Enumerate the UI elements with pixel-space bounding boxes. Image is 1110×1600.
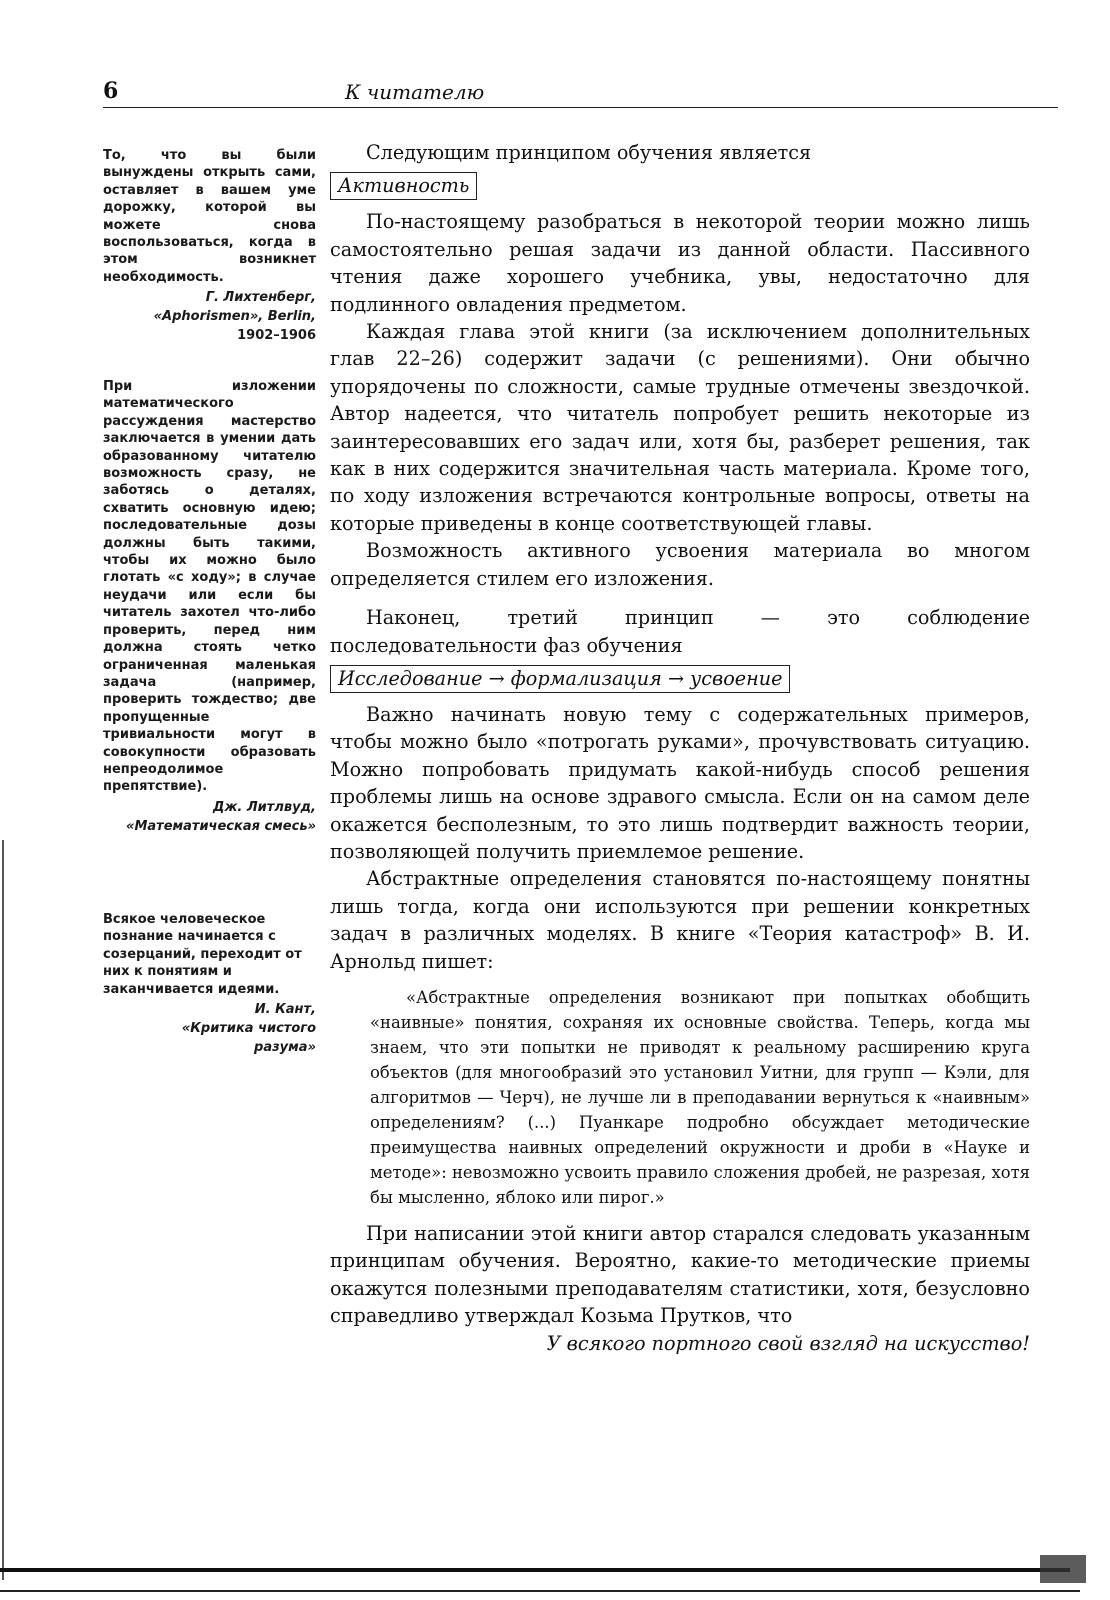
margin-note-attribution bbox=[103, 288, 316, 345]
note-author: Г. Лихтенберг, bbox=[205, 290, 316, 306]
margin-note-lichtenberg bbox=[103, 147, 316, 345]
margin-note-text: Всякое человеческое познание начинается с созерцаний, переходит от них к понятиям и заканчивается идеями. bbox=[103, 912, 302, 997]
margin-note-text: То, что вы были вынуждены открыть сами, оставляет в вашем уме дорожку, которой вы можете снова воспользоваться, когда в этом возникнет необходимость. bbox=[103, 148, 316, 285]
note-year: 1902–1906 bbox=[237, 328, 316, 344]
page-number: 6 bbox=[103, 78, 119, 104]
scan-bottom-rule bbox=[0, 1568, 1070, 1572]
margin-note-littlewood bbox=[103, 378, 316, 836]
note-source-cont: разума» bbox=[254, 1040, 316, 1056]
paragraph: Возможность активного усвоения материала во многом определяется стилем его изложения. bbox=[330, 539, 1030, 590]
principle-box-activity: Активность bbox=[330, 172, 477, 200]
paragraph: По-настоящему разобраться в некоторой теории можно лишь самостоятельно решая задачи из данной области. Пассивного чтения даже хорошего учебника, увы, недостаточно для подлинного овладения предметом. bbox=[330, 210, 1030, 316]
closing-quote: У всякого портного свой взгляд на искусство! bbox=[546, 1331, 1030, 1355]
note-source: «Математическая смесь» bbox=[126, 818, 316, 834]
note-author: И. Кант, bbox=[254, 1002, 316, 1018]
paragraph: Каждая глава этой книги (за исключением дополнительных глав 22–26) содержит задачи (с решениями). Они обычно упорядочены по сложности, самые трудные отмечены звездочкой. Автор надеется, что читатель попробует решить некоторые из заинтересовавших его задач или, хотя бы, разберет решения, так как в них содержится значительная часть материала. Кроме того, по ходу изложения встречаются контрольные вопросы, ответы на которые приведены в конце соответствующей главы. bbox=[330, 320, 1030, 535]
block-quote: «Абстрактные определения возникают при попытках обобщить «наивные» понятия, сохраняя их основные свойства. Теперь, когда мы знаем, что эти попытки не приводят к реальному расширению круга объектов (для многообразий это установил Уитни, для групп — Кэли, для алгоритмов — Черч), не лучше ли в преподавании вернуться к «наивным» определениям? (...) Пуанкаре подробно обсуждает методические преимущества наивных определений окружности и дроби в «Науке и методе»: невозможно усвоить правило сложения дробей, не разрезая, хотя бы мысленно, яблоко или пирог.» bbox=[370, 987, 1030, 1207]
header-rule bbox=[103, 107, 1058, 108]
running-header: К читателю bbox=[345, 80, 485, 104]
paragraph: Абстрактные определения становятся по-настоящему понятны лишь тогда, когда они используются при решении конкретных задач в различных моделях. В книге «Теория катастроф» В. И. Арнольд пишет: bbox=[330, 867, 1030, 973]
scan-edge-line bbox=[2, 840, 4, 1580]
paragraph: Наконец, третий принцип — это соблюдение последовательности фаз обучения bbox=[330, 606, 1030, 657]
scan-corner-blot bbox=[1040, 1555, 1086, 1583]
main-text-column bbox=[330, 139, 1030, 1357]
paragraph: Важно начинать новую тему с содержательных примеров, чтобы можно было «потрогать руками», прочувствовать ситуацию. Можно попробовать придумать какой-нибудь способ решения проблемы лишь на основе здравого смысла. Если он на самом деле окажется бесполезным, то это лишь подтвердит важность теории, позволяющей получить приемлемое решение. bbox=[330, 702, 1030, 863]
paragraph: При написании этой книги автор старался следовать указанным принципам обучения. Вероятно, какие-то методические приемы окажутся полезными преподавателям статистики, хотя, безусловно справедливо утверждал Козьма Прутков, что bbox=[330, 1221, 1030, 1328]
scan-bottom-rule bbox=[0, 1590, 1080, 1592]
note-source: «Критика чистого bbox=[181, 1021, 316, 1037]
paragraph-intro: Следующим принципом обучения является bbox=[366, 141, 812, 164]
note-author: Дж. Литлвуд, bbox=[212, 799, 316, 815]
margin-note-attribution bbox=[103, 798, 316, 836]
margin-note-attribution bbox=[103, 1000, 316, 1057]
principle-box-phases: Исследование → формализация → усвоение bbox=[330, 665, 790, 693]
margin-note-text: При изложении математического рассуждения мастерство заключается в умении дать образованному читателю возможность сразу, не заботясь о деталях, схватить основную идею; последовательные дозы должны быть такими, чтобы их можно было глотать «с ходу»; в случае неудачи или если бы читатель захотел что-либо проверить, перед ним должна стоять четко ограниченная маленькая задача (например, проверить тождество; две пропущенные тривиальности могут в совокупности образовать непреодолимое препятствие). bbox=[103, 379, 316, 795]
note-source: «Aphorismen», Berlin, bbox=[153, 309, 316, 325]
margin-note-kant bbox=[103, 911, 316, 1057]
